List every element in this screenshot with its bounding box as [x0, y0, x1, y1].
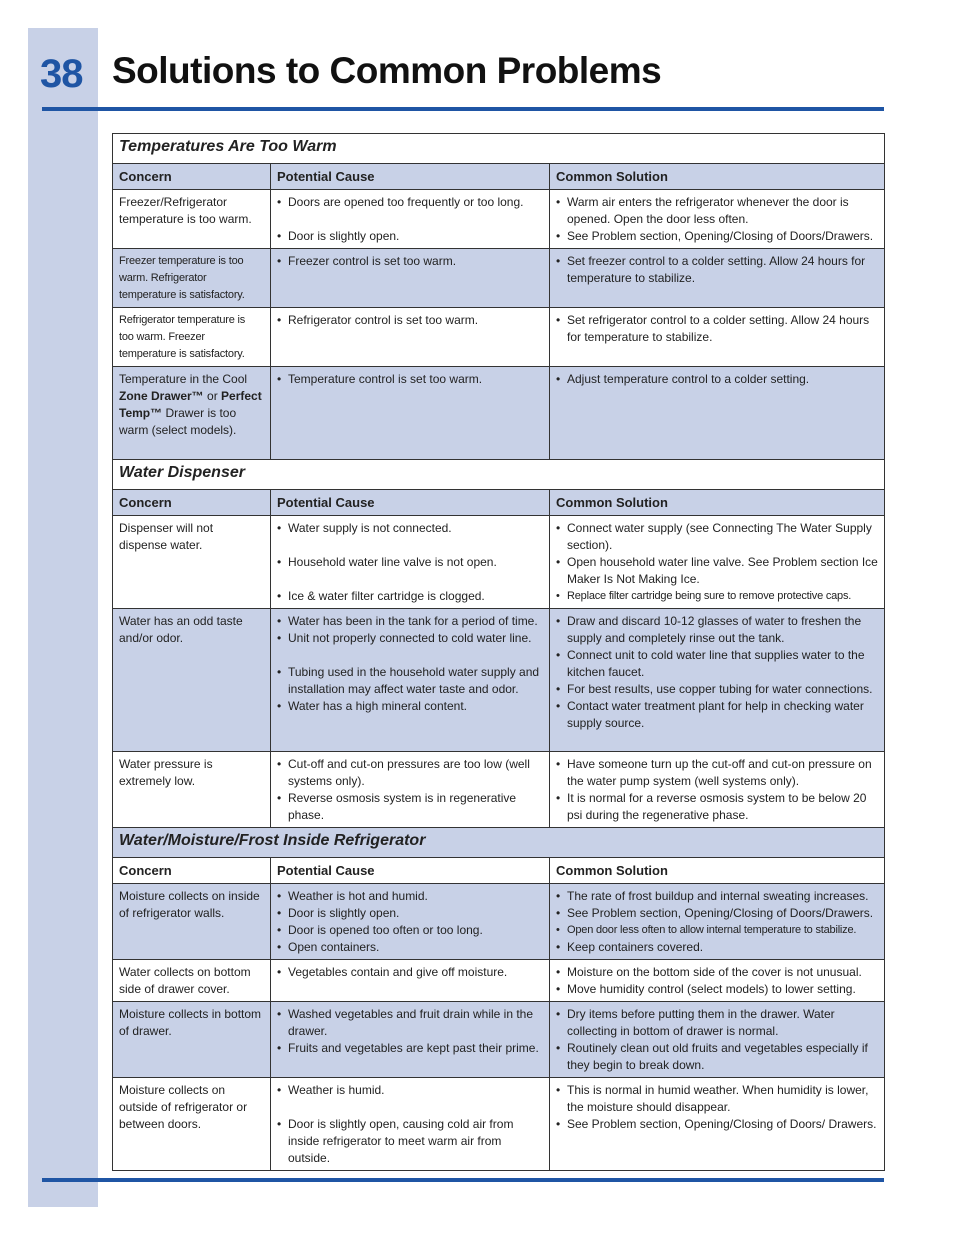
table-row	[113, 1002, 885, 1078]
column-header-cause: Potential Cause	[271, 164, 550, 190]
solution-cell	[550, 190, 885, 249]
column-header-concern: Concern	[113, 858, 271, 884]
cause-item: • Household water line valve is not open.	[277, 554, 543, 571]
solution-item: • Dry items before putting them in the drawer. Water collecting in bottom of drawer is normal.	[556, 1006, 878, 1040]
column-header-row	[113, 858, 885, 884]
concern-cell: Refrigerator temperature is too warm. Freezer temperature is satisfactory.	[113, 308, 271, 367]
solution-item: • Open household water line valve. See Problem section Ice Maker Is Not Making Ice.	[556, 554, 878, 588]
cause-cell	[271, 884, 550, 960]
column-header-row	[113, 164, 885, 190]
column-header-solution: Common Solution	[550, 164, 885, 190]
section-title: Temperatures Are Too Warm	[113, 134, 885, 164]
cause-cell	[271, 960, 550, 1002]
solution-item: • It is normal for a reverse osmosis system to be below 20 psi during the regenerative phase.	[556, 790, 878, 824]
concern-cell	[113, 367, 271, 460]
concern-cell: Freezer/Refrigerator temperature is too warm.	[113, 190, 271, 249]
table-row	[113, 960, 885, 1002]
solution-cell	[550, 249, 885, 308]
concern-text: or	[203, 389, 222, 403]
concern-cell: Freezer temperature is too warm. Refrigerator temperature is satisfactory.	[113, 249, 271, 308]
solution-item: • Moisture on the bottom side of the cover is not unusual.	[556, 964, 878, 981]
solution-cell	[550, 1078, 885, 1171]
cause-item: • Unit not properly connected to cold water line.	[277, 630, 543, 647]
solution-cell	[550, 609, 885, 752]
cause-cell	[271, 367, 550, 460]
zone-drawer-label: Zone Drawer™	[119, 389, 204, 403]
table-row	[113, 367, 885, 460]
solution-cell	[550, 1002, 885, 1078]
cause-cell	[271, 609, 550, 752]
section-header-water-dispenser	[113, 460, 885, 490]
solution-cell	[550, 367, 885, 460]
solution-item: • Keep containers covered.	[556, 939, 878, 956]
table-row	[113, 308, 885, 367]
solution-item: • See Problem section, Opening/Closing of Doors/Drawers.	[556, 905, 878, 922]
cause-item: • Door is slightly open.	[277, 228, 543, 245]
solution-item: • Warm air enters the refrigerator whenever the door is opened. Open the door less often.	[556, 194, 878, 228]
cause-cell	[271, 1078, 550, 1171]
cause-item: • Reverse osmosis system is in regenerative phase.	[277, 790, 543, 824]
cause-item: • Fruits and vegetables are kept past their prime.	[277, 1040, 543, 1057]
column-header-cause: Potential Cause	[271, 858, 550, 884]
solution-item: • Routinely clean out old fruits and vegetables especially if they begin to break down.	[556, 1040, 878, 1074]
cause-item: • Freezer control is set too warm.	[277, 253, 543, 270]
solution-item: • The rate of frost buildup and internal sweating increases.	[556, 888, 878, 905]
top-rule	[42, 107, 884, 111]
section-header-moisture	[113, 828, 885, 858]
cause-cell	[271, 249, 550, 308]
solution-item: • Set refrigerator control to a colder setting. Allow 24 hours for temperature to stabilize.	[556, 312, 878, 346]
cause-item: • Door is slightly open, causing cold air from inside refrigerator to meet warm air from outside.	[277, 1116, 543, 1167]
column-header-solution: Common Solution	[550, 858, 885, 884]
concern-cell: Moisture collects on inside of refrigerator walls.	[113, 884, 271, 960]
table-row	[113, 752, 885, 828]
page-number: 38	[40, 52, 83, 96]
column-header-cause: Potential Cause	[271, 490, 550, 516]
concern-text: Temperature in the Cool	[119, 372, 248, 386]
solution-item: • Connect unit to cold water line that supplies water to the kitchen faucet.	[556, 647, 878, 681]
page-title: Solutions to Common Problems	[112, 50, 662, 91]
cause-item: • Cut-off and cut-on pressures are too low (well systems only).	[277, 756, 543, 790]
cause-item: • Weather is humid.	[277, 1082, 543, 1099]
cause-item: • Weather is hot and humid.	[277, 888, 543, 905]
cause-item: • Doors are opened too frequently or too long.	[277, 194, 543, 211]
column-header-concern: Concern	[113, 490, 271, 516]
table-row	[113, 609, 885, 752]
cause-cell	[271, 190, 550, 249]
cause-item: • Washed vegetables and fruit drain while in the drawer.	[277, 1006, 543, 1040]
cause-item: • Open containers.	[277, 939, 543, 956]
troubleshooting-table	[112, 133, 885, 1171]
solution-cell	[550, 516, 885, 609]
table-row	[113, 249, 885, 308]
cause-item: • Door is slightly open.	[277, 905, 543, 922]
bottom-rule	[42, 1178, 884, 1182]
solution-item: • Have someone turn up the cut-off and cut-on pressure on the water pump system (well systems only).	[556, 756, 878, 790]
section-title: Water Dispenser	[113, 460, 885, 490]
cause-item: • Water has been in the tank for a period of time.	[277, 613, 543, 630]
solution-item: • For best results, use copper tubing for water connections.	[556, 681, 878, 698]
cause-cell	[271, 752, 550, 828]
table-row	[113, 884, 885, 960]
solution-cell	[550, 960, 885, 1002]
solution-cell	[550, 884, 885, 960]
concern-cell: Water has an odd taste and/or odor.	[113, 609, 271, 752]
solution-item: • Connect water supply (see Connecting The Water Supply section).	[556, 520, 878, 554]
cause-item: • Water supply is not connected.	[277, 520, 543, 537]
section-header-temperatures	[113, 134, 885, 164]
solution-item: • Open door less often to allow internal temperature to stabilize.	[556, 922, 878, 939]
cause-cell	[271, 1002, 550, 1078]
section-title: Water/Moisture/Frost Inside Refrigerator	[113, 828, 885, 858]
solution-item: • Replace filter cartridge being sure to remove protective caps.	[556, 588, 878, 605]
table-row	[113, 190, 885, 249]
solution-item: • Draw and discard 10-12 glasses of water to freshen the supply and completely rinse out the tank.	[556, 613, 878, 647]
cause-item: • Tubing used in the household water supply and installation may affect water taste and odor.	[277, 664, 543, 698]
solution-cell	[550, 752, 885, 828]
perfect-temp-label: Perfect Temp™	[119, 389, 262, 420]
cause-item: • Water has a high mineral content.	[277, 698, 543, 715]
table-row	[113, 516, 885, 609]
cause-item: • Temperature control is set too warm.	[277, 371, 543, 388]
table-row	[113, 1078, 885, 1171]
solution-item: • Adjust temperature control to a colder setting.	[556, 371, 878, 388]
solution-item: • See Problem section, Opening/Closing of Doors/ Drawers.	[556, 1116, 878, 1133]
concern-cell: Water pressure is extremely low.	[113, 752, 271, 828]
concern-cell: Moisture collects in bottom of drawer.	[113, 1002, 271, 1078]
solution-item: • Contact water treatment plant for help in checking water supply source.	[556, 698, 878, 732]
solution-item: • This is normal in humid weather. When humidity is lower, the moisture should disappear.	[556, 1082, 878, 1116]
concern-cell: Moisture collects on outside of refrigerator or between doors.	[113, 1078, 271, 1171]
side-band	[28, 28, 98, 1207]
cause-item: • Ice & water filter cartridge is clogged.	[277, 588, 543, 605]
column-header-row	[113, 490, 885, 516]
cause-cell	[271, 516, 550, 609]
cause-item: • Refrigerator control is set too warm.	[277, 312, 543, 329]
solution-item: • Move humidity control (select models) to lower setting.	[556, 981, 878, 998]
concern-cell: Water collects on bottom side of drawer cover.	[113, 960, 271, 1002]
cause-item: • Door is opened too often or too long.	[277, 922, 543, 939]
column-header-concern: Concern	[113, 164, 271, 190]
cause-item: • Vegetables contain and give off moisture.	[277, 964, 543, 981]
concern-cell: Dispenser will not dispense water.	[113, 516, 271, 609]
concern-text: Drawer is too warm (select models).	[119, 406, 237, 437]
solution-item: • Set freezer control to a colder setting. Allow 24 hours for temperature to stabilize.	[556, 253, 878, 287]
solution-item: • See Problem section, Opening/Closing of Doors/Drawers.	[556, 228, 878, 245]
cause-cell	[271, 308, 550, 367]
column-header-solution: Common Solution	[550, 490, 885, 516]
solution-cell	[550, 308, 885, 367]
